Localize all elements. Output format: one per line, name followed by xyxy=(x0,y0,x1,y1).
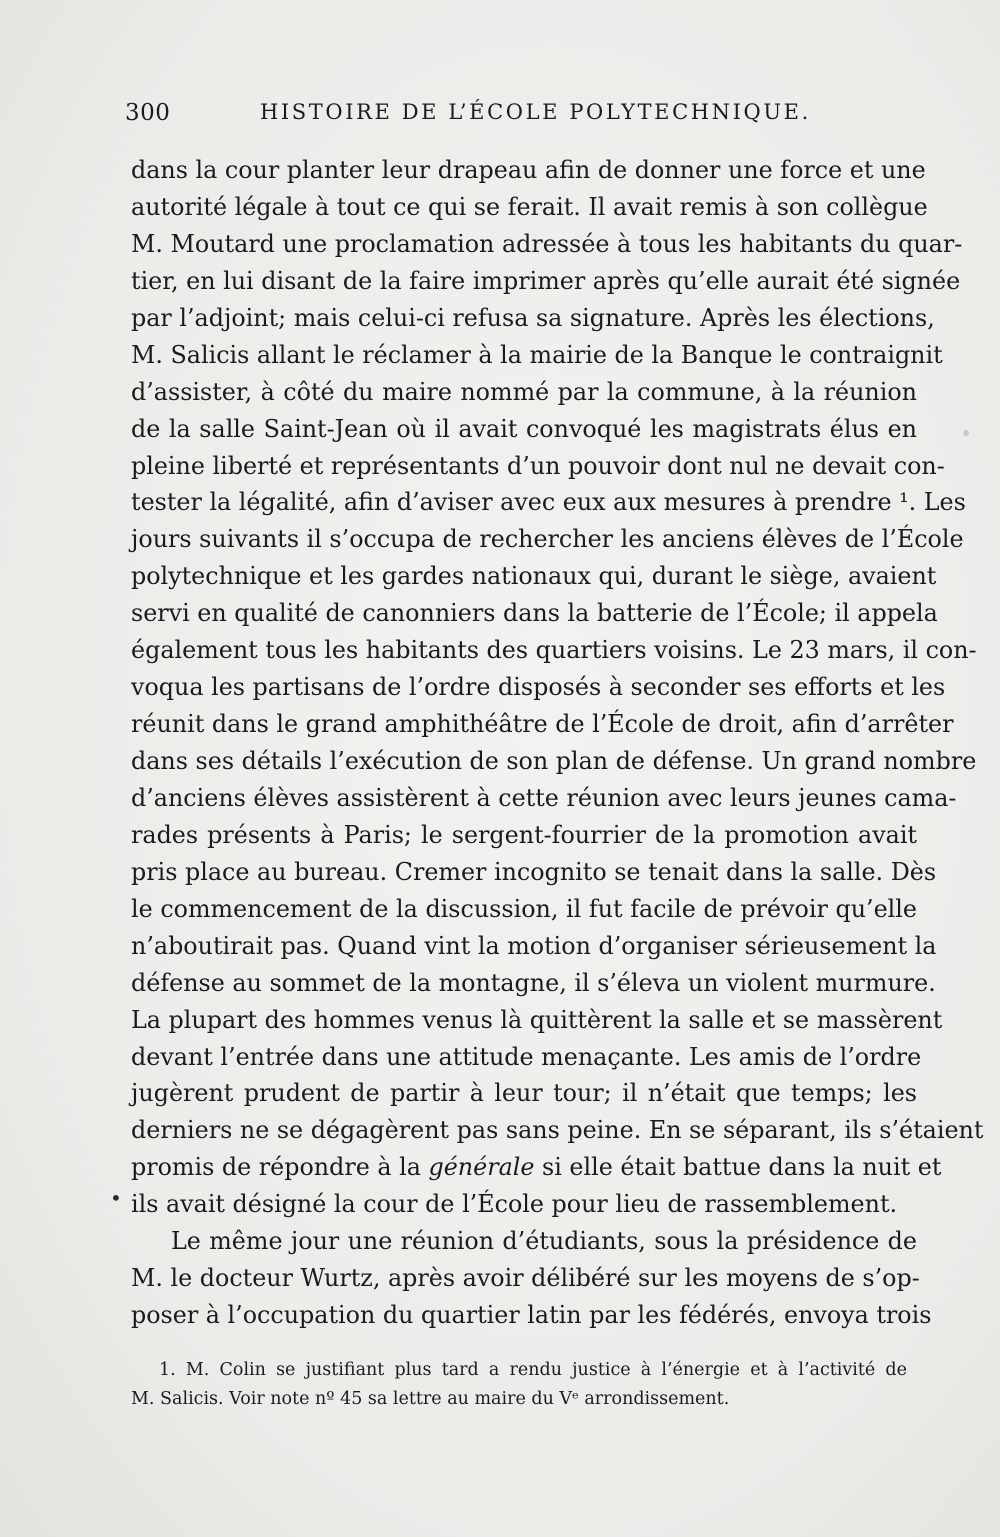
paragraph-start-line: Le même jour une réunion d’étudiants, sous la présidence de xyxy=(171,1227,917,1256)
text-line: tier, en lui disant de la faire imprimer après qu’elle aurait été signée xyxy=(131,266,961,295)
body-text xyxy=(131,152,984,1334)
running-title: HISTOIRE DE L’ÉCOLE POLYTECHNIQUE. xyxy=(260,100,811,124)
text-line: rades présents à Paris; le sergent-fourrier de la promotion avait xyxy=(131,820,917,849)
text-line: pleine liberté et représentants d’un pouvoir dont nul ne devait con- xyxy=(131,451,945,480)
footnotes xyxy=(131,1356,907,1414)
text-line: tester la légalité, afin d’aviser avec eux aux mesures à prendre ¹. Les xyxy=(131,488,966,517)
text-line: pris place au bureau. Cremer incognito se tenait dans la salle. Dès xyxy=(131,857,937,886)
text-line: également tous les habitants des quartiers voisins. Le 23 mars, il con- xyxy=(131,636,977,665)
text-line: jugèrent prudent de partir à leur tour; il n’était que temps; les xyxy=(131,1079,917,1108)
text-segment: si elle était battue dans la nuit et xyxy=(534,1153,942,1182)
text-line: autorité légale à tout ce qui se ferait. Il avait remis à son collègue xyxy=(131,192,928,221)
paragraph-end-line: ils avait désigné la cour de l’École pour lieu de rassemblement. xyxy=(131,1190,898,1219)
text-line: M. le docteur Wurtz, après avoir délibéré sur les moyens de s’op- xyxy=(131,1264,920,1293)
text-line: devant l’entrée dans une attitude menaçante. Les amis de l’ordre xyxy=(131,1042,922,1071)
text-line: d’anciens élèves assistèrent à cette réunion avec leurs jeunes cama- xyxy=(131,783,957,812)
text-line: d’assister, à côté du maire nommé par la commune, à la réunion xyxy=(131,377,917,406)
footnote-line: 1. M. Colin se justifiant plus tard a rendu justice à l’énergie et à l’activité de xyxy=(159,1360,907,1380)
text-line: polytechnique et les gardes nationaux qui, durant le siège, avaient xyxy=(131,562,937,591)
page-header xyxy=(125,100,925,140)
footnote-line: M. Salicis. Voir note nº 45 sa lettre au maire du Vᵉ arrondissement. xyxy=(131,1389,730,1409)
text-line: défense au sommet de la montagne, il s’éleva un violent murmure. xyxy=(131,968,936,997)
page-number: 300 xyxy=(125,100,171,126)
text-line: derniers ne se dégagèrent pas sans peine. En se séparant, ils s’étaient xyxy=(131,1116,984,1145)
text-line: servi en qualité de canonniers dans la batterie de l’École; il appela xyxy=(131,599,938,628)
text-line: M. Salicis allant le réclamer à la mairie de la Banque le contraignit xyxy=(131,340,943,369)
text-line: voqua les partisans de l’ordre disposés à seconder ses efforts et les xyxy=(131,673,946,702)
text-line: n’aboutirait pas. Quand vint la motion d’organiser sérieusement la xyxy=(131,931,937,960)
italic-word: générale xyxy=(428,1153,535,1182)
text-line: de la salle Saint-Jean où il avait convoqué les magistrats élus en xyxy=(131,414,917,443)
text-line: dans ses détails l’exécution de son plan de défense. Un grand nombre xyxy=(131,747,977,775)
text-line-with-italic xyxy=(131,1149,942,1186)
text-segment: promis de répondre à la xyxy=(131,1153,429,1182)
text-line: M. Moutard une proclamation adressée à tous les habitants du quar- xyxy=(131,229,963,258)
text-line: par l’adjoint; mais celui-ci refusa sa signature. Après les élections, xyxy=(131,303,935,332)
text-line: dans la cour planter leur drapeau afin de donner une force et une xyxy=(131,156,926,184)
text-line: La plupart des hommes venus là quittèrent la salle et se massèrent xyxy=(131,1005,943,1034)
margin-mark: • xyxy=(110,1186,122,1210)
paper-speck xyxy=(963,430,969,436)
text-line: le commencement de la discussion, il fut facile de prévoir qu’elle xyxy=(131,894,917,923)
text-line: réunit dans le grand amphithéâtre de l’École de droit, afin d’arrêter xyxy=(131,710,954,739)
text-line: poser à l’occupation du quartier latin par les fédérés, envoya trois xyxy=(131,1301,932,1330)
text-line: jours suivants il s’occupa de rechercher les anciens élèves de l’École xyxy=(131,525,964,554)
